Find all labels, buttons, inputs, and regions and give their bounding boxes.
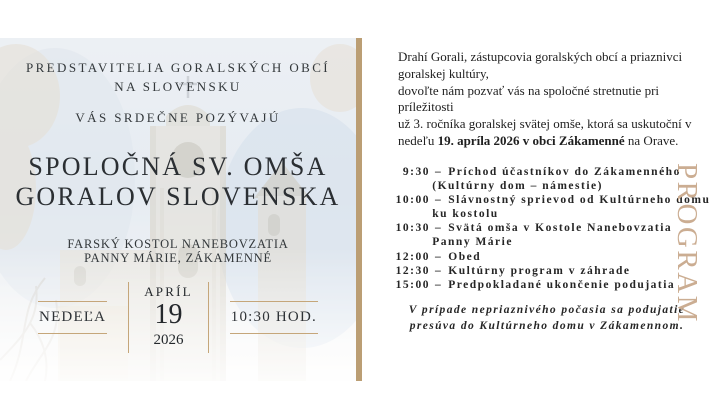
program-text xyxy=(432,221,673,249)
intro-date-highlight: 19. apríla 2026 v obci Zákamenné xyxy=(437,132,625,148)
program-item xyxy=(390,221,710,249)
date-year: 2026 xyxy=(153,332,184,348)
program-separator: – xyxy=(435,222,443,235)
program-time: 12:00 xyxy=(395,250,430,263)
organizer-line-2: NA SLOVENSKU xyxy=(114,79,242,94)
program-item xyxy=(390,250,710,264)
venue xyxy=(0,237,356,265)
program-text-line: Predpokladané ukončenie podujatia xyxy=(448,278,676,291)
weather-note xyxy=(388,303,706,334)
intro-line-2: goralskej kultúry, xyxy=(398,65,489,81)
intro-line-4: už 3. ročníka goralskej svätej omše, ktorá sa uskutoční v xyxy=(398,116,692,132)
date-day-number: 19 xyxy=(154,299,183,330)
program-text-continuation: Panny Márie xyxy=(432,236,513,249)
program-text xyxy=(448,278,675,292)
weather-note-line-1: V prípade nepriaznivého počasia sa podujatie xyxy=(408,304,686,316)
program-time: 12:30 xyxy=(395,264,430,277)
program-item xyxy=(390,264,710,278)
program-separator: – xyxy=(435,194,443,207)
date-time: 10:30 HOD. xyxy=(230,301,318,334)
program-text-continuation: ku kostolu xyxy=(432,208,499,221)
program-text-line: Obed xyxy=(448,250,482,263)
program-separator: – xyxy=(435,278,443,291)
program-separator: – xyxy=(435,250,443,263)
organizer-line-1: PREDSTAVITELIA GORALSKÝCH OBCÍ xyxy=(25,60,330,75)
program-time: 9:30 xyxy=(402,166,430,178)
venue-line-1: FARSKÝ KOSTOL NANEBOVZATIA xyxy=(67,237,289,251)
invitation-card xyxy=(0,38,356,381)
intro-line-5-post: na Orave. xyxy=(624,132,679,148)
date-day-name: NEDEĽA xyxy=(38,301,107,334)
invitation-phrase: VÁS SRDEČNE POZÝVAJÚ xyxy=(75,110,281,125)
program-vertical-watermark: PROGRAM xyxy=(671,163,703,324)
weather-note-line-2: presúva do Kultúrneho domu v Zákamennom. xyxy=(409,319,685,332)
event-title-line-1: SPOLOČNÁ SV. OMŠA xyxy=(28,152,328,181)
intro-line-3: dovoľte nám pozvať vás na spoločné stretnutie pri príležitosti xyxy=(398,82,660,115)
program-separator: – xyxy=(435,166,443,178)
details-panel xyxy=(362,0,720,420)
event-title-line-2: GORALOV SLOVENSKA xyxy=(15,182,341,211)
program-text-line: Príchod účastníkov do Zákamenného xyxy=(448,166,681,178)
program-separator: – xyxy=(435,264,443,277)
date-center xyxy=(128,282,209,353)
program-item xyxy=(390,278,710,292)
venue-line-2: PANNY MÁRIE, ZÁKAMENNÉ xyxy=(84,251,272,265)
program-text-line: Slávnostný sprievod od Kultúrneho domu xyxy=(448,194,711,207)
program-text xyxy=(432,165,681,193)
program-item xyxy=(390,165,710,193)
program-time: 10:00 xyxy=(395,194,430,207)
program-text-line: Svätá omša v Kostole Nanebovzatia xyxy=(448,222,673,235)
program-text-line: Kultúrny program v záhrade xyxy=(448,264,631,277)
program-text xyxy=(448,250,481,264)
program-time: 10:30 xyxy=(395,222,430,235)
program-text xyxy=(448,264,630,278)
program-text-continuation: (Kultúrny dom – námestie) xyxy=(432,180,603,193)
event-title xyxy=(0,152,356,212)
date-block xyxy=(0,282,356,353)
program-schedule xyxy=(390,165,710,292)
date-month: APRÍL xyxy=(144,284,193,299)
intro-line-5-pre: nedeľu xyxy=(398,132,438,148)
intro-paragraph xyxy=(398,49,714,150)
program-time: 15:00 xyxy=(395,278,430,291)
program-item xyxy=(390,193,710,221)
intro-line-1: Drahí Gorali, zástupcovia goralských obcí a priaznivci xyxy=(398,49,683,64)
